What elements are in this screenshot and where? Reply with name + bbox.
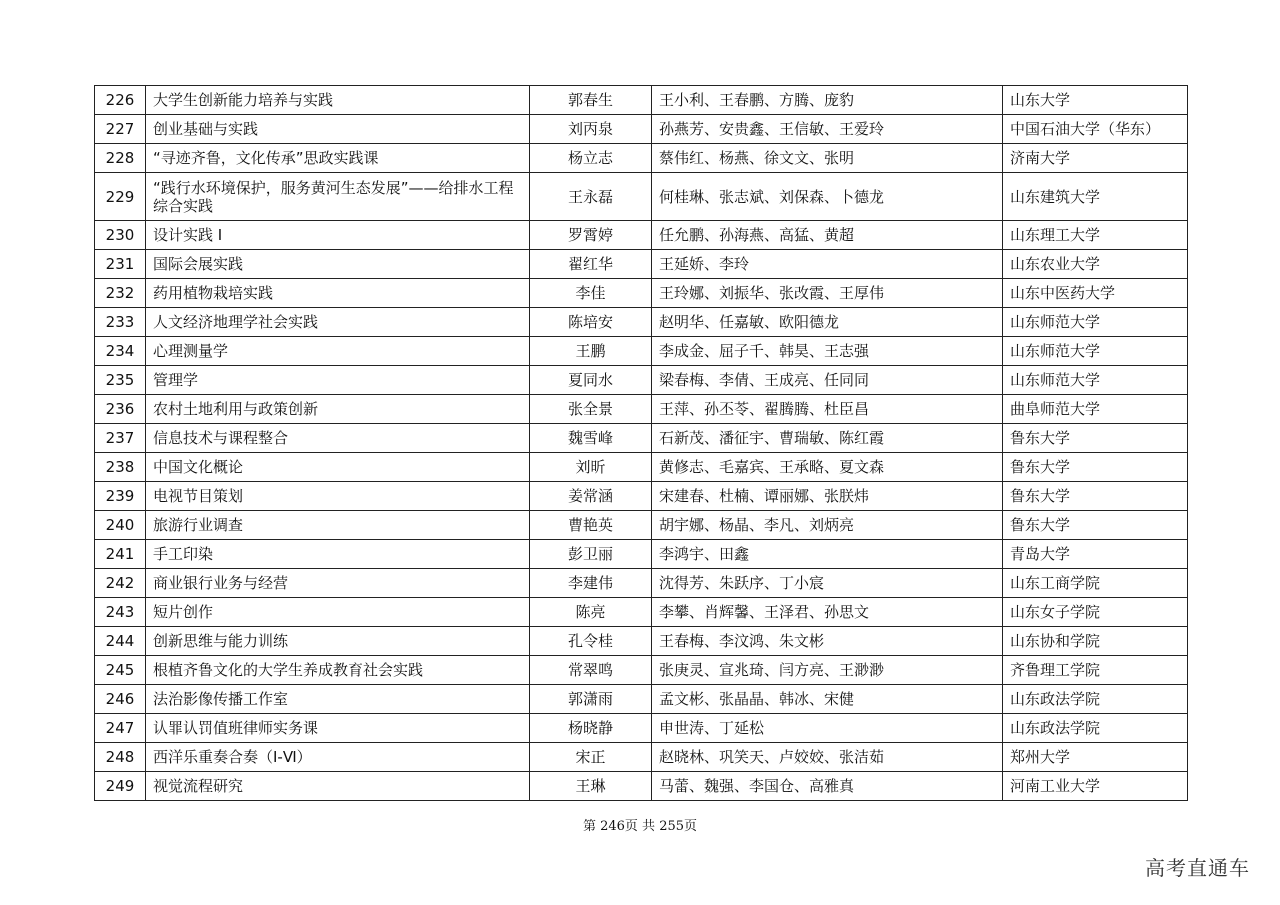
school-name: 齐鲁理工学院 (1003, 656, 1188, 685)
row-number: 242 (95, 569, 146, 598)
course-name: 创新思维与能力训练 (146, 627, 530, 656)
team-members: 孟文彬、张晶晶、韩冰、宋健 (652, 685, 1003, 714)
row-number: 247 (95, 714, 146, 743)
school-name: 山东工商学院 (1003, 569, 1188, 598)
course-name: 设计实践 I (146, 221, 530, 250)
team-members: 蔡伟红、杨燕、徐文文、张明 (652, 144, 1003, 173)
row-number: 238 (95, 453, 146, 482)
course-leader: 陈培安 (530, 308, 652, 337)
course-name: 大学生创新能力培养与实践 (146, 86, 530, 115)
course-name: 认罪认罚值班律师实务课 (146, 714, 530, 743)
table-row (95, 743, 1188, 772)
school-name: 曲阜师范大学 (1003, 395, 1188, 424)
table-row (95, 395, 1188, 424)
team-members: 何桂琳、张志斌、刘保森、卜德龙 (652, 173, 1003, 221)
table-row (95, 598, 1188, 627)
school-name: 山东中医药大学 (1003, 279, 1188, 308)
table-row (95, 337, 1188, 366)
row-number: 226 (95, 86, 146, 115)
row-number: 236 (95, 395, 146, 424)
school-name: 山东大学 (1003, 86, 1188, 115)
course-name: “寻迹齐鲁，文化传承”思政实践课 (146, 144, 530, 173)
school-name: 山东建筑大学 (1003, 173, 1188, 221)
school-name: 山东农业大学 (1003, 250, 1188, 279)
course-leader: 郭春生 (530, 86, 652, 115)
course-leader: 刘丙泉 (530, 115, 652, 144)
course-name: 信息技术与课程整合 (146, 424, 530, 453)
course-name: 西洋乐重奏合奏（Ⅰ-Ⅵ） (146, 743, 530, 772)
course-leader: 夏同水 (530, 366, 652, 395)
course-name: 心理测量学 (146, 337, 530, 366)
row-number: 241 (95, 540, 146, 569)
row-number: 227 (95, 115, 146, 144)
row-number: 230 (95, 221, 146, 250)
team-members: 张庚灵、宣兆琦、闫方亮、王渺渺 (652, 656, 1003, 685)
row-number: 232 (95, 279, 146, 308)
table-row (95, 366, 1188, 395)
table-row (95, 86, 1188, 115)
team-members: 赵明华、任嘉敏、欧阳德龙 (652, 308, 1003, 337)
table-row (95, 714, 1188, 743)
team-members: 黄修志、毛嘉宾、王承略、夏文森 (652, 453, 1003, 482)
course-name: 农村土地利用与政策创新 (146, 395, 530, 424)
course-name: 国际会展实践 (146, 250, 530, 279)
course-leader: 彭卫丽 (530, 540, 652, 569)
course-leader: 宋正 (530, 743, 652, 772)
course-leader: 陈亮 (530, 598, 652, 627)
row-number: 235 (95, 366, 146, 395)
team-members: 王小利、王春鹏、方腾、庞豹 (652, 86, 1003, 115)
team-members: 任允鹏、孙海燕、高猛、黄超 (652, 221, 1003, 250)
course-leader: 孔令桂 (530, 627, 652, 656)
course-leader: 张全景 (530, 395, 652, 424)
school-name: 山东政法学院 (1003, 714, 1188, 743)
team-members: 王玲娜、刘振华、张改霞、王厚伟 (652, 279, 1003, 308)
course-name: 旅游行业调查 (146, 511, 530, 540)
team-members: 王延娇、李玲 (652, 250, 1003, 279)
school-name: 鲁东大学 (1003, 424, 1188, 453)
school-name: 山东理工大学 (1003, 221, 1188, 250)
course-name: 中国文化概论 (146, 453, 530, 482)
table-row (95, 772, 1188, 801)
school-name: 中国石油大学（华东） (1003, 115, 1188, 144)
course-leader: 郭潇雨 (530, 685, 652, 714)
team-members: 孙燕芳、安贵鑫、王信敏、王爱玲 (652, 115, 1003, 144)
table-row (95, 144, 1188, 173)
school-name: 鲁东大学 (1003, 511, 1188, 540)
course-list-table (94, 85, 1188, 801)
row-number: 239 (95, 482, 146, 511)
school-name: 山东政法学院 (1003, 685, 1188, 714)
course-name: 电视节目策划 (146, 482, 530, 511)
row-number: 234 (95, 337, 146, 366)
school-name: 鲁东大学 (1003, 482, 1188, 511)
course-name: 手工印染 (146, 540, 530, 569)
row-number: 237 (95, 424, 146, 453)
table-row (95, 569, 1188, 598)
row-number: 249 (95, 772, 146, 801)
table-row (95, 115, 1188, 144)
school-name: 山东女子学院 (1003, 598, 1188, 627)
course-name: 法治影像传播工作室 (146, 685, 530, 714)
page-footer: 第 246页 共 255页 (582, 819, 698, 834)
school-name: 鲁东大学 (1003, 453, 1188, 482)
school-name: 郑州大学 (1003, 743, 1188, 772)
table-row (95, 424, 1188, 453)
course-name: 短片创作 (146, 598, 530, 627)
team-members: 马蕾、魏强、李国仓、高雅真 (652, 772, 1003, 801)
team-members: 申世涛、丁延松 (652, 714, 1003, 743)
school-name: 山东师范大学 (1003, 337, 1188, 366)
course-leader: 李佳 (530, 279, 652, 308)
team-members: 赵晓林、巩笑天、卢姣姣、张洁茹 (652, 743, 1003, 772)
course-name: 商业银行业务与经营 (146, 569, 530, 598)
table-row (95, 540, 1188, 569)
table-row (95, 453, 1188, 482)
team-members: 李攀、肖辉馨、王泽君、孙思文 (652, 598, 1003, 627)
course-leader: 曹艳英 (530, 511, 652, 540)
table-row (95, 685, 1188, 714)
course-leader: 常翠鸣 (530, 656, 652, 685)
table-row (95, 511, 1188, 540)
course-leader: 李建伟 (530, 569, 652, 598)
table-row (95, 173, 1188, 221)
team-members: 宋建春、杜楠、谭丽娜、张朕炜 (652, 482, 1003, 511)
row-number: 248 (95, 743, 146, 772)
school-name: 山东师范大学 (1003, 308, 1188, 337)
row-number: 243 (95, 598, 146, 627)
row-number: 229 (95, 173, 146, 221)
school-name: 山东协和学院 (1003, 627, 1188, 656)
table-row (95, 627, 1188, 656)
course-name: 根植齐鲁文化的大学生养成教育社会实践 (146, 656, 530, 685)
team-members: 李鸿宇、田鑫 (652, 540, 1003, 569)
course-leader: 杨晓静 (530, 714, 652, 743)
course-name: “践行水环境保护，服务黄河生态发展”——给排水工程综合实践 (146, 173, 530, 221)
school-name: 青岛大学 (1003, 540, 1188, 569)
table-row (95, 308, 1188, 337)
course-leader: 王永磊 (530, 173, 652, 221)
table-row (95, 221, 1188, 250)
row-number: 233 (95, 308, 146, 337)
table-row (95, 482, 1188, 511)
course-name: 人文经济地理学社会实践 (146, 308, 530, 337)
course-leader: 魏雪峰 (530, 424, 652, 453)
table-row (95, 656, 1188, 685)
row-number: 240 (95, 511, 146, 540)
table-row (95, 279, 1188, 308)
row-number: 231 (95, 250, 146, 279)
team-members: 梁春梅、李倩、王成亮、任同同 (652, 366, 1003, 395)
watermark-logo: 高考直通车 (1145, 856, 1250, 880)
course-leader: 姜常涵 (530, 482, 652, 511)
school-name: 河南工业大学 (1003, 772, 1188, 801)
team-members: 胡宇娜、杨晶、李凡、刘炳亮 (652, 511, 1003, 540)
school-name: 山东师范大学 (1003, 366, 1188, 395)
team-members: 王萍、孙丕苓、翟腾腾、杜臣昌 (652, 395, 1003, 424)
course-leader: 罗霄婷 (530, 221, 652, 250)
school-name: 济南大学 (1003, 144, 1188, 173)
row-number: 246 (95, 685, 146, 714)
course-name: 视觉流程研究 (146, 772, 530, 801)
row-number: 244 (95, 627, 146, 656)
course-leader: 王鹏 (530, 337, 652, 366)
course-leader: 王琳 (530, 772, 652, 801)
course-leader: 刘昕 (530, 453, 652, 482)
course-name: 药用植物栽培实践 (146, 279, 530, 308)
team-members: 李成金、屈子千、韩昊、王志强 (652, 337, 1003, 366)
course-leader: 翟红华 (530, 250, 652, 279)
table-row (95, 250, 1188, 279)
course-name: 创业基础与实践 (146, 115, 530, 144)
team-members: 石新茂、潘征宇、曹瑞敏、陈红霞 (652, 424, 1003, 453)
course-leader: 杨立志 (530, 144, 652, 173)
team-members: 王春梅、李汶鸿、朱文彬 (652, 627, 1003, 656)
row-number: 228 (95, 144, 146, 173)
team-members: 沈得芳、朱跃序、丁小宸 (652, 569, 1003, 598)
row-number: 245 (95, 656, 146, 685)
course-name: 管理学 (146, 366, 530, 395)
